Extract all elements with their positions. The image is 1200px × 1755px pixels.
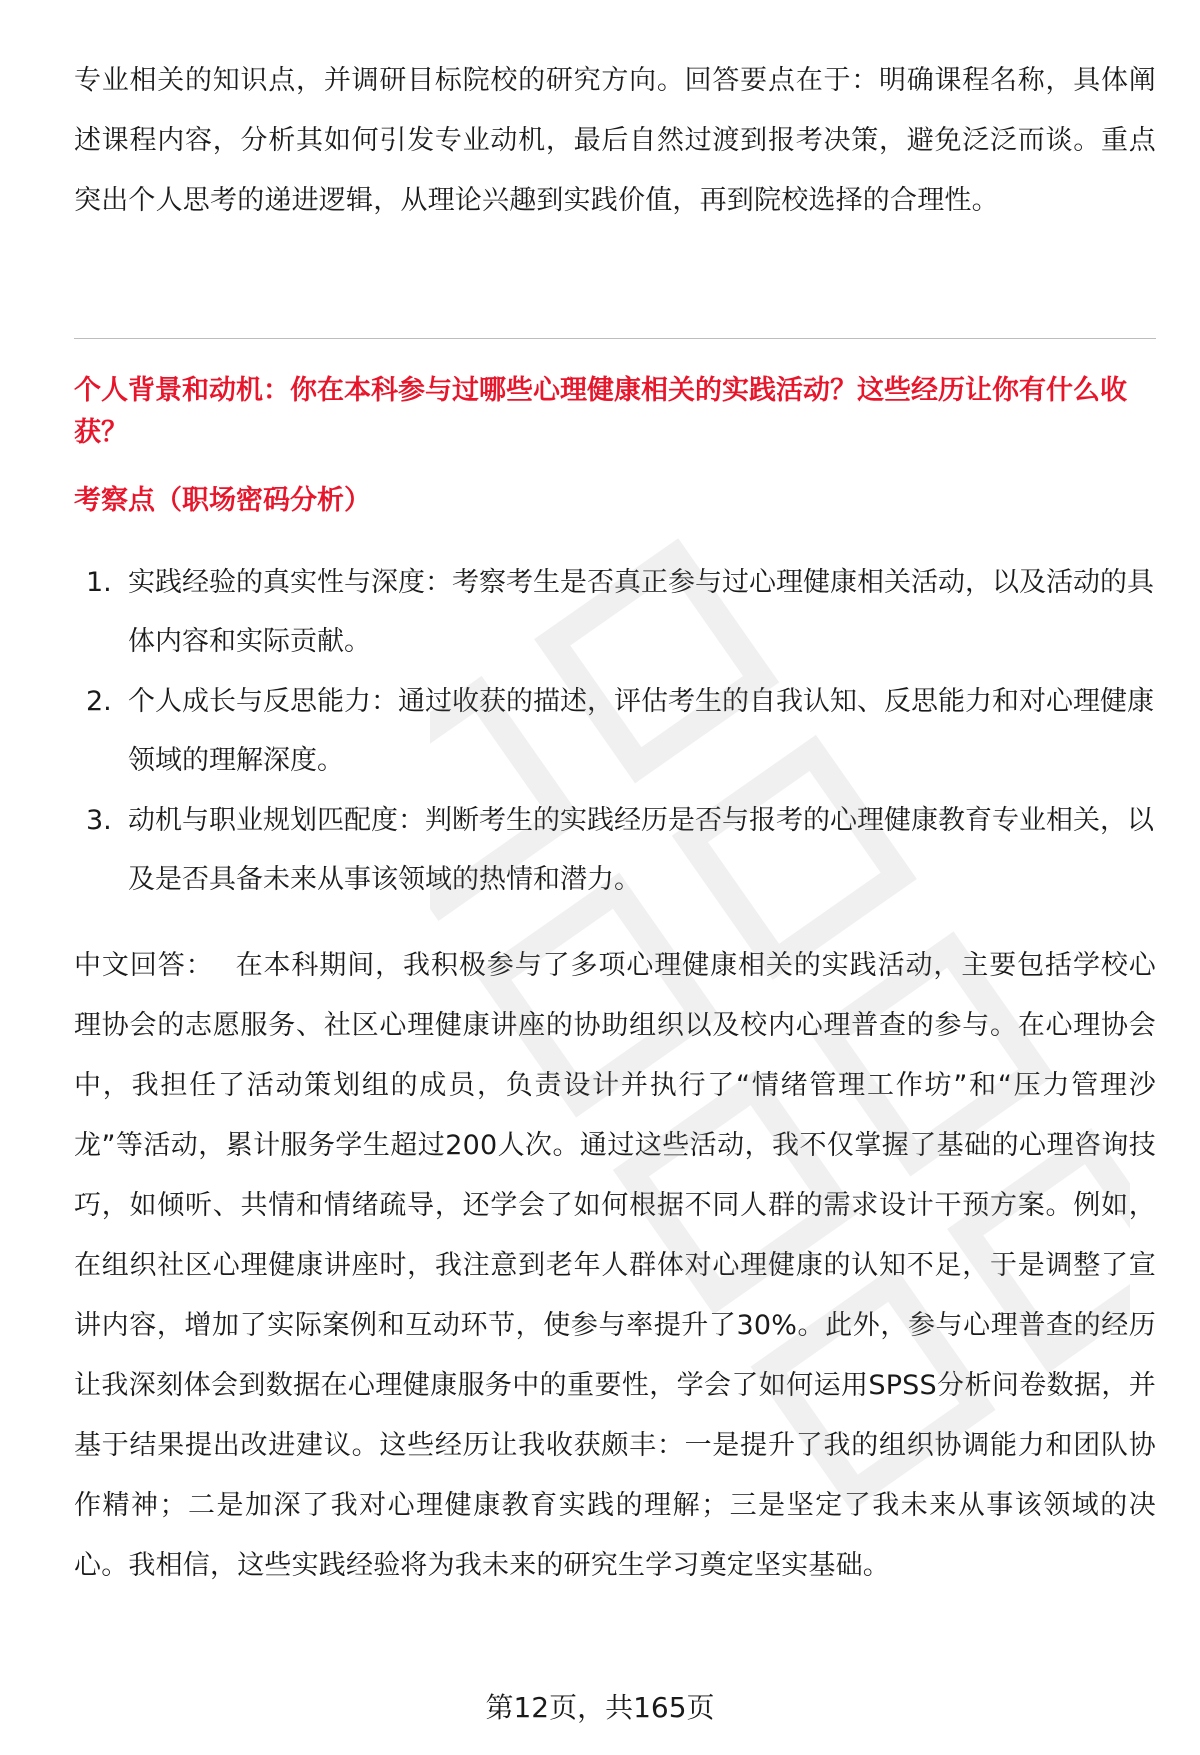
assessment-points-list	[74, 553, 1156, 910]
answer-label: 中文回答：	[74, 950, 214, 981]
section-divider	[74, 338, 1156, 339]
list-item-number: 1.	[86, 567, 112, 598]
list-item-number: 3.	[86, 805, 112, 836]
question-heading: 个人背景和动机：你在本科参与过哪些心理健康相关的实践活动？这些经历让你有什么收获？	[74, 375, 1127, 448]
list-item-text: 个人成长与反思能力：通过收获的描述，评估考生的自我认知、反思能力和对心理健康领域的理解深度。	[128, 686, 1154, 776]
list-item	[74, 553, 1156, 671]
section-title: 考察点（职场密码分析）	[74, 485, 371, 516]
list-item	[74, 791, 1156, 909]
intro-paragraph: 专业相关的知识点，并调研目标院校的研究方向。回答要点在于：明确课程名称，具体阐述课程内容，分析其如何引发专业动机，最后自然过渡到报考决策，避免泛泛而谈。重点突出个人思考的递进逻辑，从理论兴趣到实践价值，再到院校选择的合理性。	[74, 65, 1156, 216]
answer-text: 在本科期间，我积极参与了多项心理健康相关的实践活动，主要包括学校心理协会的志愿服务、社区心理健康讲座的协助组织以及校内心理普查的参与。在心理协会中，我担任了活动策划组的成员，负责设计并执行了“情绪管理工作坊”和“压力管理沙龙”等活动，累计服务学生超过200人次。通过这些活动，我不仅掌握了基础的心理咨询技巧，如倾听、共情和情绪疏导，还学会了如何根据不同人群的需求设计干预方案。例如，在组织社区心理健康讲座时，我注意到老年人群体对心理健康的认知不足，于是调整了宣讲内容，增加了实际案例和互动环节，使参与率提升了30%。此外，参与心理普查的经历让我深刻体会到数据在心理健康服务中的重要性，学会了如何运用SPSS分析问卷数据，并基于结果提出改进建议。这些经历让我收获颇丰：一是提升了我的组织协调能力和团队协作精神；二是加深了我对心理健康教育实践的理解；三是坚定了我未来从事该领域的决心。我相信，这些实践经验将为我未来的研究生学习奠定坚实基础。	[74, 950, 1157, 1581]
list-item-text: 动机与职业规划匹配度：判断考生的实践经历是否与报考的心理健康教育专业相关，以及是否具备未来从事该领域的热情和潜力。	[128, 805, 1154, 895]
list-item-number: 2.	[86, 686, 112, 717]
page-number-footer: 第12页，共165页	[485, 1691, 715, 1724]
list-item-text: 实践经验的真实性与深度：考察考生是否真正参与过心理健康相关活动，以及活动的具体内容和实际贡献。	[128, 567, 1154, 657]
list-item	[74, 672, 1156, 790]
answer-paragraph	[74, 936, 1156, 1596]
